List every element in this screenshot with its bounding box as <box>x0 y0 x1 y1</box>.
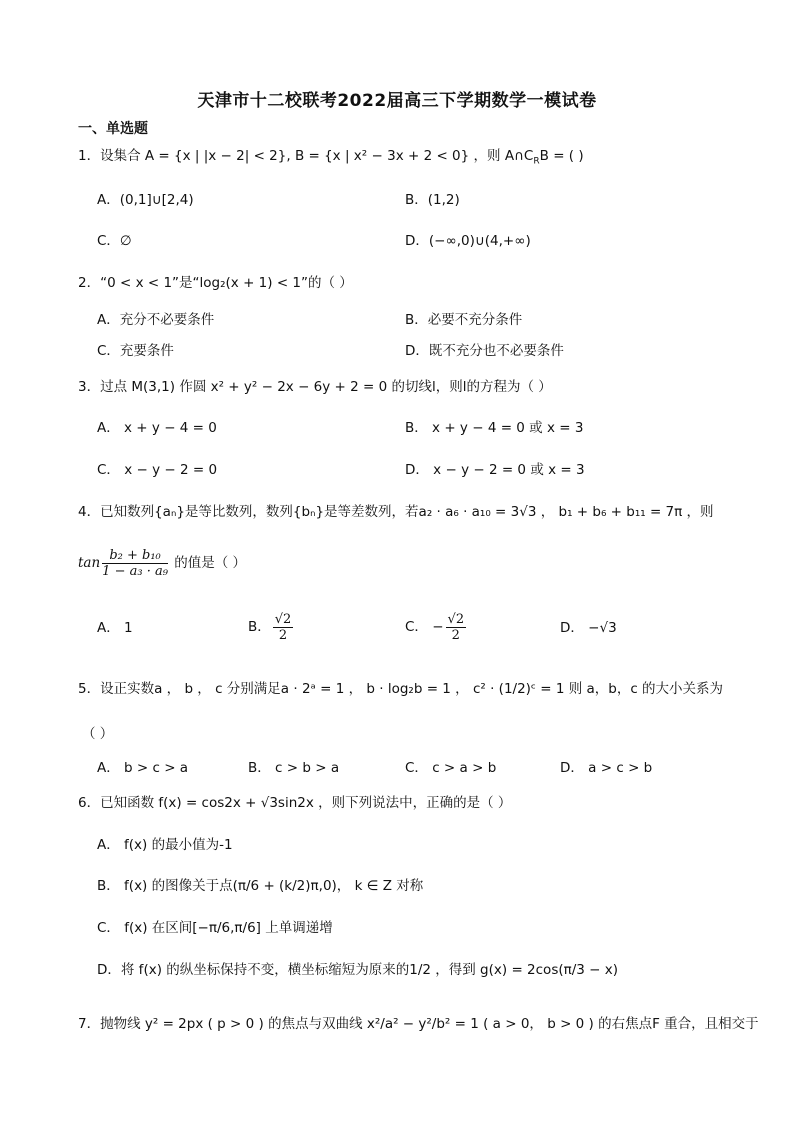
question-1-option-d: D．(−∞,0)∪(4,+∞) <box>405 233 531 249</box>
question-3-option-d: D． x − y − 2 = 0 或 x = 3 <box>405 462 585 478</box>
question-4-option-a: A． 1 <box>97 620 133 636</box>
section-heading: 一、单选题 <box>78 121 148 137</box>
question-6-option-c: C． f(x) 在区间[−π/6,π/6] 上单调递增 <box>97 920 333 936</box>
question-4-stem: 4．已知数列{aₙ}是等比数列，数列{bₙ}是等差数列，若a₂ · a₆ · a₁₀ = 3√3 ， b₁ + b₆ + b₁₁ = 7π ，则 <box>78 504 714 520</box>
question-1-stem: 1．设集合 A = {x | |x − 2| < 2}, B = {x | x² − 3x + 2 < 0} ，则 $A\cap C_RB$ = ( ) <box>78 148 584 167</box>
question-6-stem: 6．已知函数 f(x) = cos2x + √3sin2x ，则下列说法中，正确的是（ ） <box>78 795 512 811</box>
question-5-option-b: B． c > b > a <box>248 760 340 776</box>
question-3-option-a: A． x + y − 4 = 0 <box>97 420 217 436</box>
question-2-option-c: C．充要条件 <box>97 343 174 359</box>
question-4-expression: tan $\frac{\text{b₂ + b₁₀}}{\text{1 − a₃ · a₉}}$ 的值是（ ） <box>78 547 247 579</box>
question-3-option-b: B． x + y − 4 = 0 或 x = 3 <box>405 420 584 436</box>
question-6-option-a: A． f(x) 的最小值为-1 <box>97 837 233 853</box>
question-2-option-b: B．必要不充分条件 <box>405 312 523 328</box>
question-5-option-d: D． a > c > b <box>560 760 653 776</box>
question-1-option-b: B．(1,2) <box>405 192 460 208</box>
question-2-stem: 2．“0 < x < 1”是“log₂(x + 1) < 1”的（ ） <box>78 275 353 291</box>
question-5-answer-paren: （ ） <box>82 726 114 742</box>
question-1-option-a: A．(0,1]∪[2,4) <box>97 192 194 208</box>
question-5-option-c: C． c > a > b <box>405 760 497 776</box>
question-4-option-c: C． − $\frac{√2}{2}$ <box>405 611 465 643</box>
question-4-option-d: D． −√3 <box>560 620 617 636</box>
question-2-option-a: A．充分不必要条件 <box>97 312 215 328</box>
question-2-option-d: D．既不充分也不必要条件 <box>405 343 564 359</box>
question-6-option-b: B． f(x) 的图像关于点(π/6 + (k/2)π,0)， k ∈ Z 对称 <box>97 878 424 894</box>
question-3-option-c: C． x − y − 2 = 0 <box>97 462 218 478</box>
question-1-option-c: C．∅ <box>97 233 132 249</box>
page-title: 天津市十二校联考2022届高三下学期数学一模试卷 <box>197 91 597 111</box>
question-4-fraction: $\frac{\text{b₂ + b₁₀}}{\text{1 − a₃ · a₉}}$ <box>102 547 168 579</box>
question-5-stem: 5．设正实数a ， b ， c 分别满足a · 2ᵃ = 1 ， b · log₂b = 1 ， c² · (1/2)ᶜ = 1 则 a，b，c 的大小关系为 <box>78 681 724 697</box>
question-5-option-a: A． b > c > a <box>97 760 189 776</box>
question-7-stem: 7．抛物线 y² = 2px ( p > 0 ) 的焦点与双曲线 x²/a² − y²/b² = 1 ( a > 0， b > 0 ) 的右焦点F 重合，且相交于 <box>78 1016 759 1032</box>
question-3-stem: 3．过点 M(3,1) 作圆 x² + y² − 2x − 6y + 2 = 0 的切线l，则l的方程为（ ） <box>78 379 552 395</box>
question-4-option-b: B． $\frac{√2}{2}$ <box>248 611 292 643</box>
question-6-option-d: D．将 f(x) 的纵坐标保持不变，横坐标缩短为原来的1/2 ，得到 g(x) = 2cos(π/3 − x) <box>97 962 619 978</box>
